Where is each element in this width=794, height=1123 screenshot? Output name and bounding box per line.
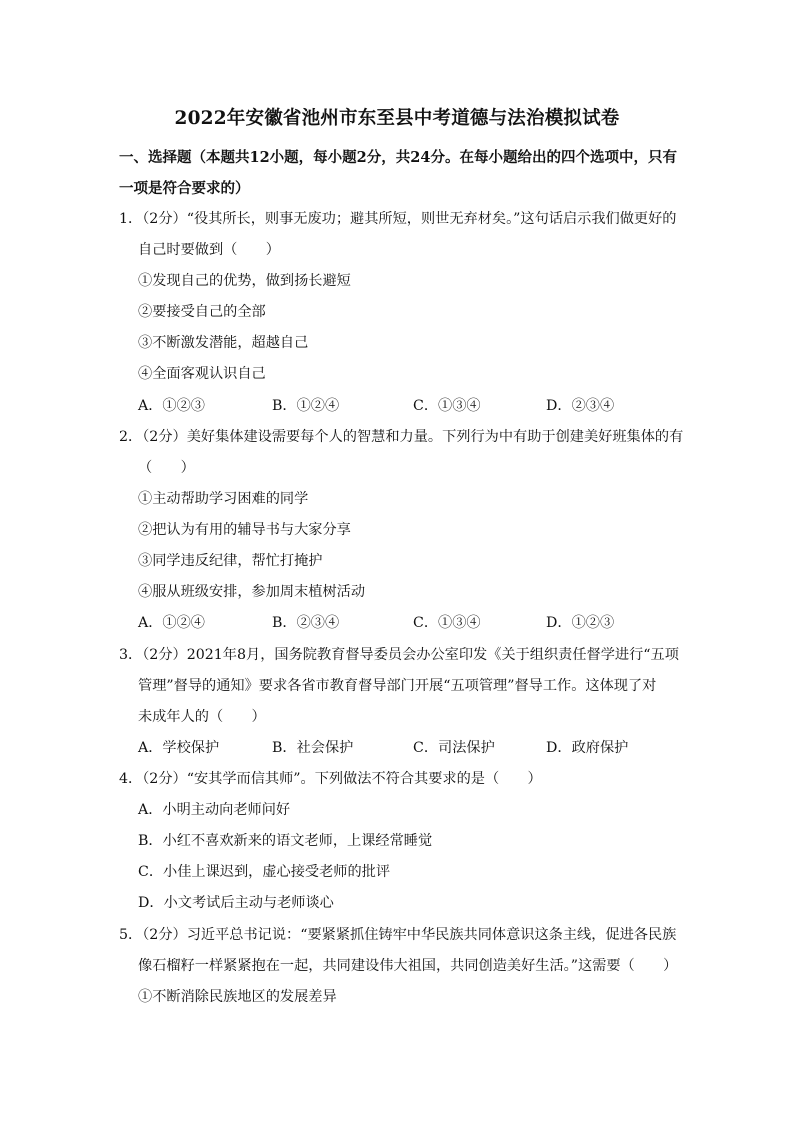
question-2-stem-line-2: （ ） (138, 460, 195, 476)
question-3-option-c[interactable]: C．司法保护 (413, 740, 495, 756)
question-2-stem-line-1: 2．（2分）美好集体建设需要每个人的智慧和力量。下列行为中有助于创建美好班集体的有 (119, 429, 684, 445)
question-2-item-3: ③同学违反纪律，帮忙打掩护 (138, 553, 323, 569)
question-1-stem-line-2: 自己时要做到（ ） (138, 242, 280, 258)
question-1-item-4: ④全面客观认识自己 (138, 366, 266, 382)
question-1-option-c[interactable]: C．①③④ (413, 398, 481, 414)
section-heading-line-2: 一项是符合要求的） (119, 180, 250, 197)
question-2-option-a[interactable]: A．①②④ (138, 615, 205, 631)
question-3-option-a[interactable]: A．学校保护 (138, 740, 220, 756)
question-3-stem-line-2: 管理”督导的通知》要求各省市教育督导部门开展“五项管理”督导工作。这体现了对 (138, 678, 657, 694)
question-5-stem-line-2: 像石榴籽一样紧紧抱在一起，共同建设伟大祖国，共同创造美好生活。”这需要（ ） (138, 958, 678, 974)
question-2-option-d[interactable]: D．①②③ (546, 615, 615, 631)
section-heading-line-1: 一、选择题（本题共12小题，每小题2分，共24分。在每小题给出的四个选项中，只有 (119, 149, 677, 166)
question-5-stem-line-1: 5．（2分）习近平总书记说：“要紧紧抓住铸牢中华民族共同体意识这条主线，促进各民族 (119, 927, 677, 943)
question-3-stem-line-3: 未成年人的（ ） (138, 709, 266, 725)
question-4-option-a[interactable]: A．小明主动向老师问好 (138, 802, 291, 818)
question-5-item-1: ①不断消除民族地区的发展差异 (138, 989, 337, 1005)
question-4-option-b[interactable]: B．小红不喜欢新来的语文老师，上课经常睡觉 (138, 833, 433, 849)
question-1-item-1: ①发现自己的优势，做到扬长避短 (138, 273, 351, 289)
question-1-option-b[interactable]: B．①②④ (272, 398, 340, 414)
question-1-item-2: ②要接受自己的全部 (138, 304, 266, 320)
question-3-option-b[interactable]: B．社会保护 (272, 740, 354, 756)
question-4-stem-line-1: 4．（2分）“安其学而信其师”。下列做法不符合其要求的是（ ） (119, 771, 542, 787)
question-4-option-c[interactable]: C．小佳上课迟到，虚心接受老师的批评 (138, 864, 391, 880)
question-1-item-3: ③不断激发潜能，超越自己 (138, 335, 309, 351)
question-4-option-d[interactable]: D．小文考试后主动与老师谈心 (138, 895, 334, 911)
question-2-item-4: ④服从班级安排，参加周末植树活动 (138, 584, 366, 600)
question-1-option-a[interactable]: A．①②③ (138, 398, 205, 414)
question-1-option-d[interactable]: D．②③④ (546, 398, 615, 414)
exam-title: 2022年安徽省池州市东至县中考道德与法治模拟试卷 (174, 108, 620, 129)
question-3-stem-line-1: 3．（2分）2021年8月，国务院教育督导委员会办公室印发《关于组织责任督学进行“五项 (119, 647, 679, 663)
question-2-option-c[interactable]: C．①③④ (413, 615, 481, 631)
question-2-option-b[interactable]: B．②③④ (272, 615, 340, 631)
question-2-item-2: ②把认为有用的辅导书与大家分享 (138, 522, 351, 538)
question-2-item-1: ①主动帮助学习困难的同学 (138, 491, 309, 507)
question-3-option-d[interactable]: D．政府保护 (546, 740, 629, 756)
question-1-stem-line-1: 1．（2分）“役其所长，则事无废功；避其所短，则世无弃材矣。”这句话启示我们做更好的 (119, 211, 677, 227)
